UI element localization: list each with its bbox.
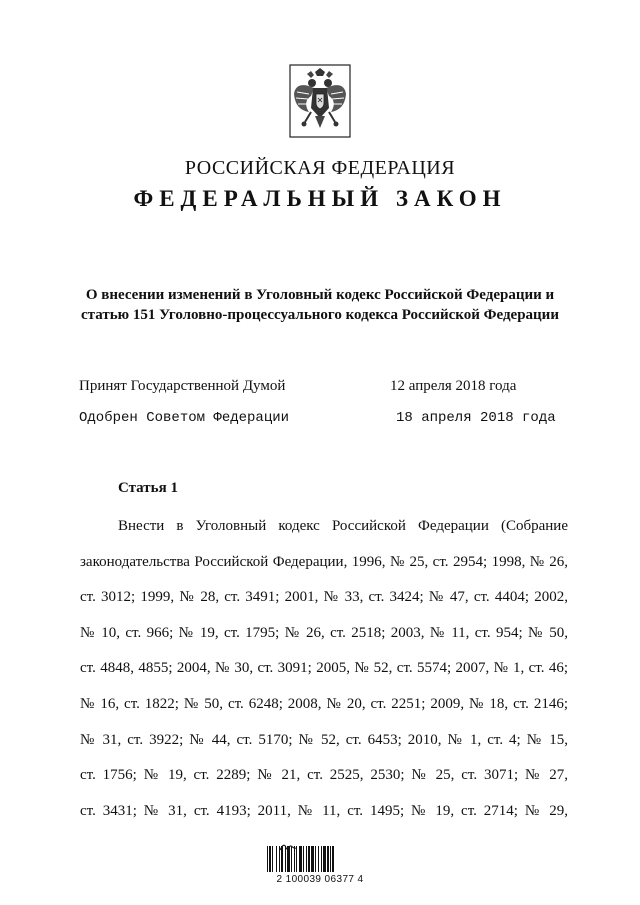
article-heading: Статья 1 <box>118 480 178 496</box>
body-line: ст. 3012; 1999, № 28, ст. 3491; 2001, № 33, ст. 3424; № 47, ст. 4404; 2002, <box>80 589 568 606</box>
country-name: РОССИЙСКАЯ ФЕДЕРАЦИЯ <box>184 157 456 179</box>
body-line: № 31, ст. 3922; № 44, ст. 5170; № 52, ст. 6453; 2010, № 1, ст. 4; № 15, <box>80 731 568 748</box>
body-line: ст. 1756; № 19, ст. 2289; № 21, ст. 2525, 2530; № 25, ст. 3071; № 27, <box>80 767 568 784</box>
body-line: № 10, ст. 966; № 19, ст. 1795; № 26, ст. 2518; 2003, № 11, ст. 954; № 50, <box>80 624 568 641</box>
law-title <box>40 285 600 325</box>
barcode-icon <box>266 846 372 872</box>
law-type-heading: ФЕДЕРАЛЬНЫЙ ЗАКОН <box>133 186 507 211</box>
duma-adoption-date: 12 апреля 2018 года <box>390 378 517 394</box>
barcode-number: 2 100039 06377 4 <box>276 874 364 885</box>
article-body <box>80 509 568 829</box>
body-line: ст. 3431; № 31, ст. 4193; 2011, № 11, ст. 1495; № 19, ст. 2714; № 29, <box>80 802 568 819</box>
body-line: Внести в Уголовный кодекс Российской Федерации (Собрание <box>118 518 568 534</box>
russian-coat-of-arms-icon <box>289 64 351 138</box>
duma-adoption-label: Принят Государственной Думой <box>79 378 286 394</box>
law-title-line: статью 151 Уголовно-процессуального кодекса Российской Федерации <box>81 307 559 323</box>
body-line: законодательства Российской Федерации, 1996, № 25, ст. 2954; 1998, № 26, <box>80 553 568 570</box>
council-approval-label: Одобрен Советом Федерации <box>79 410 290 426</box>
council-approval-date: 18 апреля 2018 года <box>396 410 556 426</box>
law-title-line: О внесении изменений в Уголовный кодекс Российской Федерации и <box>85 287 555 303</box>
body-line: № 16, ст. 1822; № 50, ст. 6248; 2008, № 20, ст. 2251; 2009, № 18, ст. 2146; <box>80 695 568 712</box>
body-line: ст. 4848, 4855; 2004, № 30, ст. 3091; 2005, № 52, ст. 5574; 2007, № 1, ст. 46; <box>80 660 568 677</box>
